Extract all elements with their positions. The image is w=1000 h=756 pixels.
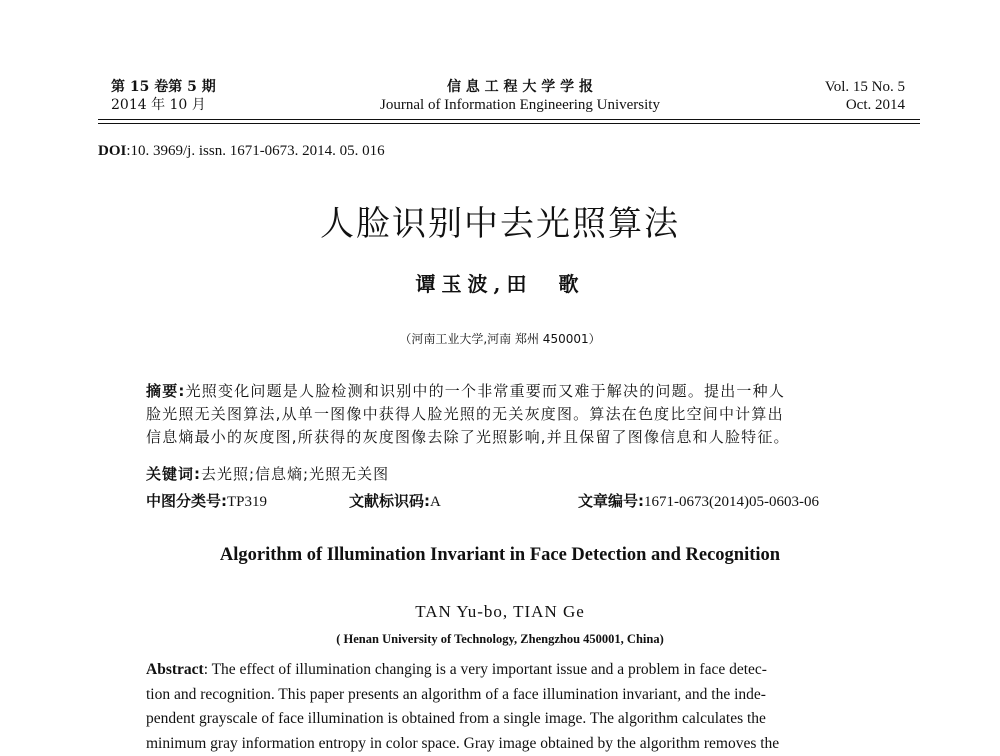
abstract-cn-text-1: 光照变化问题是人脸检测和识别中的一个非常重要而又难于解决的问题。提出一种人 — [186, 382, 785, 400]
abstract-en-line-2: tion and recognition. This paper presents an algorithm of a face illumination invariant, and the inde- — [146, 683, 882, 708]
abstract-cn — [146, 380, 882, 449]
abstract-cn-line-1 — [146, 380, 882, 403]
journal-en: Journal of Information Engineering University — [330, 96, 710, 114]
affiliation-cn: （河南工业大学,河南 郑州 450001） — [0, 330, 1000, 347]
article-number — [578, 490, 819, 511]
abstract-cn-line-2: 脸光照无关图算法,从单一图像中获得人脸光照的无关灰度图。算法在色度比空间中计算出 — [146, 403, 882, 426]
volume-cn: 第 15 卷第 5 期 — [111, 78, 216, 96]
affiliation-en: ( Henan University of Technology, Zhengzhou 450001, China) — [0, 632, 1000, 647]
abstract-en-line-1 — [146, 658, 882, 683]
clc-code — [146, 490, 267, 511]
doi-label: DOI — [98, 143, 126, 159]
authors-en: TAN Yu-bo, TIAN Ge — [0, 602, 1000, 622]
journal-cn: 信 息 工 程 大 学 学 报 — [330, 78, 710, 96]
keywords-value: 去光照;信息熵;光照无关图 — [201, 465, 389, 483]
title-en: Algorithm of Illumination Invariant in Face Detection and Recognition — [0, 545, 1000, 566]
authors-cn: 谭玉波,田 歌 — [0, 268, 1000, 297]
header-right — [825, 78, 905, 114]
abstract-cn-line-3: 信息熵最小的灰度图,所获得的灰度图像去除了光照影响,并且保留了图像信息和人脸特征。 — [146, 426, 882, 449]
abstract-en-line-4: minimum gray information entropy in color space. Gray image obtained by the algorithm removes the — [146, 732, 882, 756]
keywords-line — [146, 463, 389, 484]
clc-value: TP319 — [227, 494, 267, 510]
abstract-cn-label: 摘要: — [146, 382, 186, 400]
keywords-label: 关键词: — [146, 465, 201, 483]
title-cn: 人脸识别中去光照算法 — [0, 196, 1000, 245]
abstract-en-text-1: : The effect of illumination changing is a very important issue and a problem in face detec- — [204, 661, 767, 678]
header-rule-thin — [98, 123, 920, 124]
doc-label: 文献标识码: — [349, 492, 430, 510]
header-center — [330, 78, 710, 114]
abstract-en-label: Abstract — [146, 661, 204, 678]
doi-value: :10. 3969/j. issn. 1671-0673. 2014. 05. 016 — [126, 143, 384, 159]
header-left — [111, 78, 216, 114]
doc-code — [349, 490, 441, 511]
abstract-en — [146, 658, 882, 756]
clc-label: 中图分类号: — [146, 492, 227, 510]
volume-en: Vol. 15 No. 5 — [825, 78, 905, 96]
article-label: 文章编号: — [578, 492, 644, 510]
article-value: 1671-0673(2014)05-0603-06 — [644, 494, 819, 510]
doc-value: A — [430, 494, 441, 510]
date-cn: 2014 年 10 月 — [111, 96, 216, 114]
header-rule-thick — [98, 119, 920, 120]
doi-line — [98, 143, 385, 160]
date-en: Oct. 2014 — [825, 96, 905, 114]
abstract-en-line-3: pendent grayscale of face illumination is obtained from a single image. The algorithm calculates the — [146, 707, 882, 732]
